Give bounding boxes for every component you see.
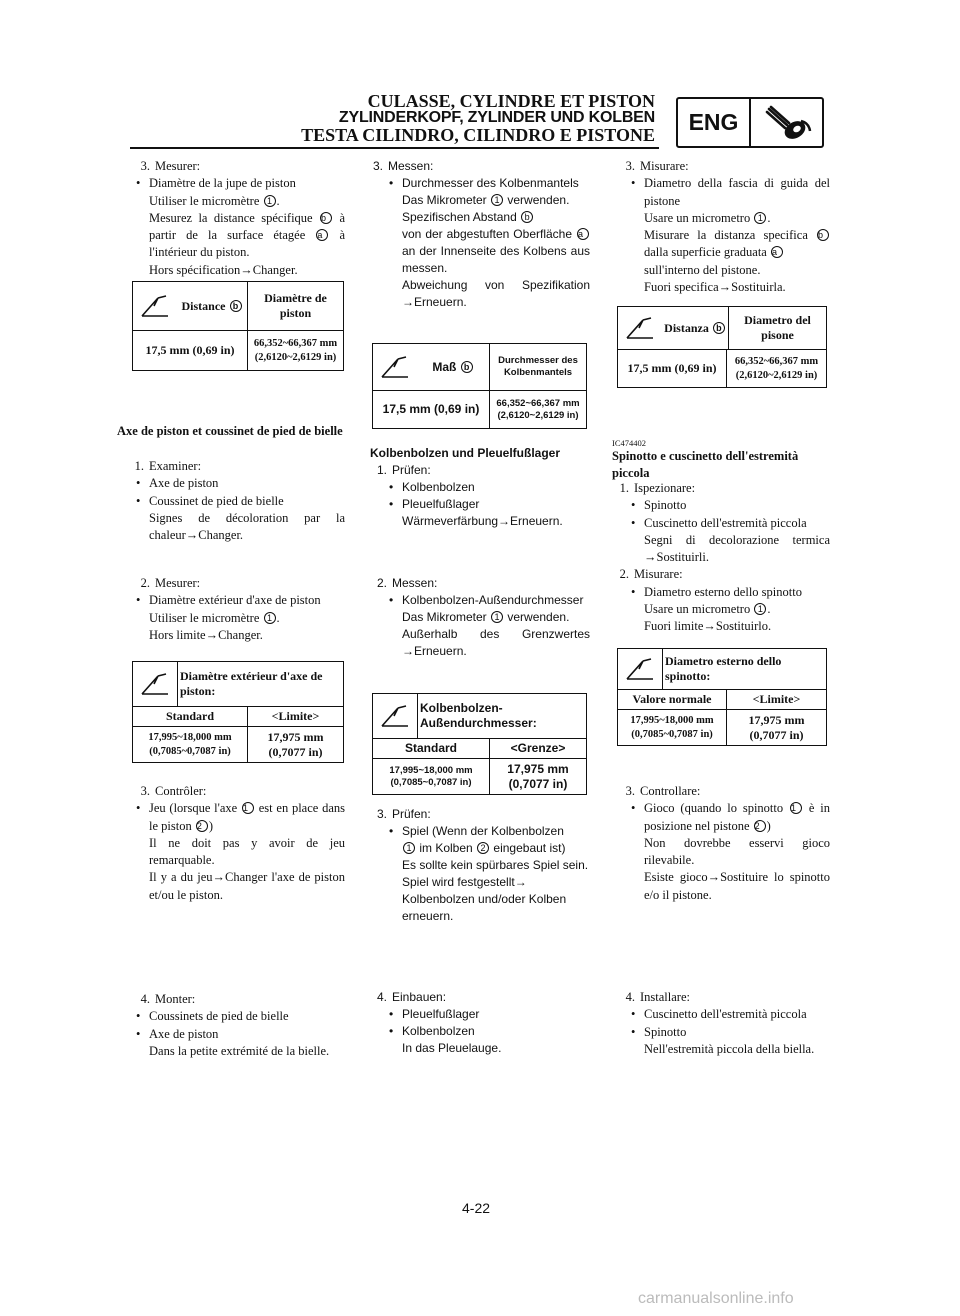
section-title: Kolbenbolzen und Pleuelfußlager [370,446,561,460]
bullet-text: Kolbenbolzen [402,1024,475,1039]
wrench-tool-icon [751,99,822,146]
step-number: 3. [140,159,150,173]
bullet-icon: • [389,1007,394,1022]
text: Fuori specifica→Sostituirla. [644,279,786,294]
text: Misurare la distanza specifica [644,228,808,242]
table-title: Diamètre extérieur d'axe de piston: [177,662,343,706]
text: Außerhalb des Grenzwertes →Erneuern. [402,627,590,659]
section-title: Axe de piston et coussinet de pied de bielle [117,424,343,438]
text: verwenden. [507,610,570,625]
bullet-icon: • [631,515,636,530]
bullet-text: Diametro esterno dello spinotto [644,584,802,599]
ref-circle: a [316,229,328,241]
text: à partir de la surface étagée [149,210,346,242]
text: Abweichung von Spezifikation →Erneuern. [402,278,590,310]
step-title: Messen: [388,159,434,173]
bullet-text: Kolbenbolzen [402,480,475,495]
text: Usare un micrometro [644,210,751,225]
bullet-text: Diametro della fascia di guida del pistone [644,176,830,208]
bullet-icon: • [389,824,394,839]
bullet-icon: • [389,1024,394,1039]
table-title: Diametro esterno dello spinotto: [662,649,826,689]
table-cell: 17,5 mm (0,69 in) [145,343,235,357]
text: Das Mikrometer [402,193,487,208]
bullet-icon: • [631,584,636,599]
text: Utiliser le micromètre [149,610,260,625]
bullet-icon: • [136,1009,141,1024]
bullet-icon: • [136,801,141,816]
text: Hors spécification→Changer. [149,262,298,277]
table-header: Distanza [664,320,709,335]
text: Utiliser le micromètre [149,193,260,208]
step-title: Prüfen: [392,463,431,477]
ref-circle: 1 [790,802,802,814]
step-number: 2. [376,576,387,590]
bullet-text: Spinotto [644,498,687,513]
text: sull'interno del pistone. [644,262,761,277]
section-code: IC474402 [612,438,646,448]
section-title: Spinotto e cuscinetto dell'estremità piccola [612,449,799,481]
ref-circle: b [713,322,725,334]
spec-tool-icon [373,694,417,738]
table-header: <Grenze> [489,739,586,758]
ref-circle: a [771,246,783,258]
text: Dans la petite extrémité de la bielle. [149,1043,330,1058]
bullet-text: Pleuelfußlager [402,497,480,512]
bullet-icon: • [136,176,141,191]
spec-table-pin-diameter [617,648,827,746]
text: Esiste gioco→Sostituire lo spinotto e/o il pistone. [644,870,830,902]
step-number: 2. [140,576,150,590]
spec-table-distance [372,343,587,429]
bullet-text: Coussinets de pied de bielle [149,1009,289,1024]
step-number: 1. [376,463,387,477]
text: Spiel wird festgestellt→ Kolbenbolzen und/oder Kolben erneuern. [402,875,567,924]
bullet-text: è in posizione nel pistone [644,801,831,833]
step-title: Examiner: [149,459,202,473]
ref-circle: b [320,212,332,224]
table-cell: 17,975 mm (0,7077 in) [489,759,586,794]
step-title: Ispezionare: [634,481,696,495]
table-cell: 17,5 mm (0,69 in) [382,402,480,416]
text: In das Pleuelauge. [402,1041,502,1056]
step-number: 1. [619,481,629,495]
table-header: Standard [404,741,457,755]
text: an der Innenseite des Kolbens aus messen. [402,244,590,276]
bullet-text: Cuscinetto dell'estremità piccola [644,515,807,530]
ref-circle: b [461,361,473,373]
table-header: <Limite> [726,690,826,709]
text: eingebaut ist) [493,841,566,856]
text: Segni di decolorazione termica →Sostituirli. [644,532,830,564]
text: Usare un micrometro [644,601,751,616]
table-header: Durchmesser des Kolbenmantels [489,344,586,390]
spec-tool-icon [133,282,177,330]
bullet-icon: • [631,1007,636,1022]
step-number: 4. [376,990,387,1004]
step-number: 3. [376,807,387,821]
bullet-icon: • [136,593,141,608]
text: verwenden. [507,193,570,208]
step-number: 3. [140,784,150,798]
bullet-icon: • [136,493,141,508]
step-title: Monter: [155,992,196,1006]
spec-table-distance [132,281,344,371]
text: Wärmeverfärbung→Erneuern. [402,514,563,529]
bullet-icon: • [631,1024,636,1039]
step-number: 3. [625,159,635,173]
spec-table-pin-diameter [372,693,587,795]
table-cell: 17,975 mm (0,7077 in) [726,710,826,745]
watermark: carmanualsonline.info [638,1290,794,1307]
bullet-icon: • [389,497,394,512]
ref-circle: a [577,228,589,240]
bullet-text: Durchmesser des Kolbenmantels [402,176,579,191]
bullet-text: Cuscinetto dell'estremità piccola [644,1007,807,1022]
spec-tool-icon [618,649,662,689]
table-cell: 17,995~18,000 mm (0,7085~0,7087 in) [389,764,473,788]
header-title-it: TESTA CILINDRO, CILINDRO E PISTONE [301,125,655,145]
table-cell: 17,5 mm (0,69 in) [627,361,717,375]
bullet-text: Axe de piston [149,476,219,491]
step-title: Einbauen: [392,990,447,1004]
bullet-icon: • [631,801,636,816]
header-title-fr: CULASSE, CYLINDRE ET PISTON [367,91,655,111]
step-number: 3. [372,159,383,173]
step-number: 3. [625,784,635,798]
table-cell: 66,352~66,367 mm (2,6120~2,6129 in) [489,391,586,428]
table-cell: 66,352~66,367 mm (2,6120~2,6129 in) [726,350,826,387]
spec-tool-icon [133,662,177,706]
section-badge [676,97,824,148]
step-number: 4. [140,992,150,1006]
ref-circle: 1 [242,802,254,814]
bullet-text: Jeu (lorsque l'axe [149,801,238,816]
step-title: Installare: [640,990,690,1004]
text: von der abgestuften Oberfläche [402,227,573,242]
step-number: 2. [619,567,629,582]
ref-circle: 1 [264,195,276,207]
text: Nell'estremità piccola della biella. [644,1041,815,1056]
step-number: 1. [134,459,144,473]
ref-circle: 1 [491,611,503,623]
ref-circle: 1 [754,603,766,615]
bullet-icon: • [631,498,636,513]
step-number: 4. [625,990,635,1004]
step-title: Misurare: [634,567,683,582]
table-header: Maß [432,359,457,374]
spec-tool-icon [618,307,662,349]
bullet-text: Kolbenbolzen-Außendurchmesser [402,593,584,608]
bullet-icon: • [389,480,394,495]
table-title: Kolbenbolzen-Außendurchmesser: [417,694,586,738]
step-title: Messen: [392,576,438,590]
bullet-text: Diamètre extérieur d'axe de piston [149,593,321,608]
spec-tool-icon [373,344,417,390]
header-title-de: ZYLINDERKOPF, ZYLINDER UND KOLBEN [338,109,655,126]
ref-circle: b [521,211,533,223]
step-title: Controllare: [640,784,701,798]
table-header: Diametro del pisone [728,307,826,349]
table-cell: 17,975 mm (0,7077 in) [247,727,343,762]
ref-circle: 1 [403,842,415,854]
bullet-icon: • [631,176,636,191]
step-title: Contrôler: [155,784,207,798]
bullet-text: Pleuelfußlager [402,1007,480,1022]
text: im Kolben [419,841,473,856]
table-header: Valore normale [632,692,712,706]
badge-label: ENG [678,99,751,146]
table-cell: 17,995~18,000 mm (0,7085~0,7087 in) [630,715,714,740]
text: Fuori limite→Sostituirlo. [644,619,772,633]
step-title: Misurare: [640,159,689,173]
bullet-text: Axe de piston [149,1026,219,1041]
text: Il y a du jeu→Changer l'axe de piston et/ou le piston. [149,870,345,902]
text: Hors limite→Changer. [149,627,263,642]
bullet-icon: • [389,176,394,191]
page-number: 4-22 [462,1200,491,1216]
text: à l'intérieur du piston. [149,228,346,260]
ref-circle: 2 [754,820,766,832]
text: Mesurez la distance spécifique [149,210,313,225]
table-header: Diamètre de piston [247,282,343,330]
bullet-text: Spinotto [644,1024,687,1039]
ref-circle: b [817,229,829,241]
step-title: Mesurer: [155,159,201,173]
ref-circle: 1 [491,194,503,206]
spec-table-distance [617,306,827,388]
spec-table-pin-diameter [132,661,344,763]
bullet-text: Coussinet de pied de bielle [149,493,284,508]
text: dalla superficie graduata [644,245,767,260]
bullet-icon: • [136,476,141,491]
ref-circle: 2 [477,842,489,854]
table-cell: 17,995~18,000 mm (0,7085~0,7087 in) [148,732,232,757]
bullet-text: est en place dans le piston [149,801,345,833]
text: Das Mikrometer [402,610,487,625]
table-header: Distance [181,298,226,313]
ref-circle: 1 [754,212,766,224]
bullet-text: Diamètre de la jupe de piston [149,176,296,191]
table-cell: 66,352~66,367 mm (2,6120~2,6129 in) [247,331,343,370]
bullet-icon: • [136,1026,141,1041]
ref-circle: b [230,300,242,312]
text: Signes de décoloration par la chaleur→Changer. [149,510,345,542]
text: Es sollte kein spürbares Spiel sein. [402,858,589,873]
ref-circle: 1 [264,612,276,624]
bullet-icon: • [389,593,394,608]
bullet-text: Spiel (Wenn der Kolbenbolzen [402,824,564,839]
header-rule [130,147,659,149]
ref-circle: 2 [196,820,208,832]
text: Spezifischen Abstand [402,210,517,225]
text: Il ne doit pas y avoir de jeu remarquable. [149,835,345,867]
step-title: Mesurer: [155,576,201,590]
text: Non dovrebbe esservi gioco rilevabile. [644,835,830,867]
step-title: Prüfen: [392,807,431,821]
bullet-text: Gioco (quando lo spinotto [644,801,784,816]
table-header: <Limite> [247,707,343,726]
table-header: Standard [165,709,215,723]
